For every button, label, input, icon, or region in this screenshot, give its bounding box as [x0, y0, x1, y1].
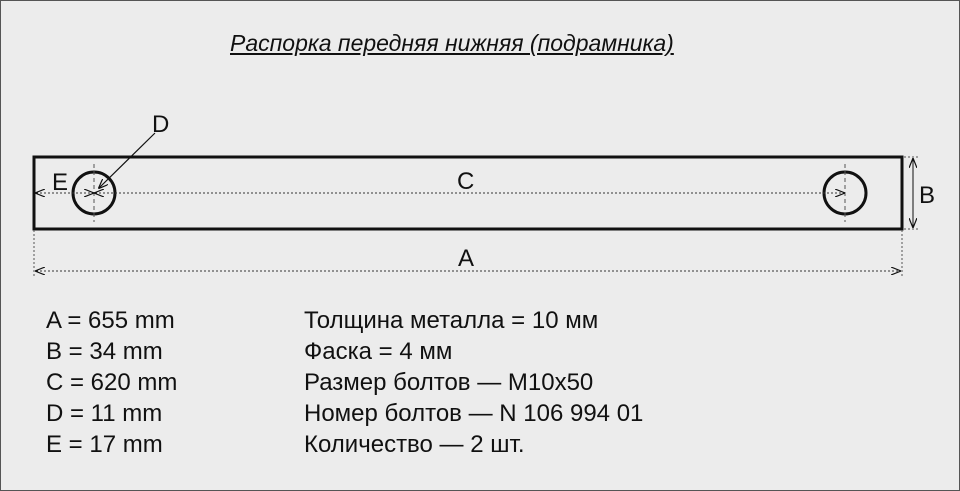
spec-bolt-size: Размер болтов — М10х50 [304, 369, 594, 396]
dimensions-list [46, 305, 177, 460]
label-d: D [152, 111, 170, 138]
dimension-a-value: A = 655 mm [46, 307, 175, 334]
specs-list [304, 305, 643, 460]
dimension-d-value: D = 11 mm [46, 400, 163, 427]
label-a: A [458, 245, 475, 272]
label-c: C [457, 168, 475, 195]
dimension-c-value: C = 620 mm [46, 369, 178, 396]
spec-quantity: Количество — 2 шт. [304, 431, 525, 458]
spec-bolt-number: Номер болтов — N 106 994 01 [304, 400, 644, 427]
spec-metal-thickness: Толщина металла = 10 мм [304, 307, 599, 334]
dimension-b-value: B = 34 mm [46, 338, 163, 365]
label-b: B [919, 182, 936, 209]
spec-chamfer: Фаска = 4 мм [304, 338, 453, 365]
drawing-title: Распорка передняя нижняя (подрамника) [230, 30, 674, 56]
dimension-e-value: E = 17 mm [46, 431, 163, 458]
label-e: E [52, 169, 69, 196]
